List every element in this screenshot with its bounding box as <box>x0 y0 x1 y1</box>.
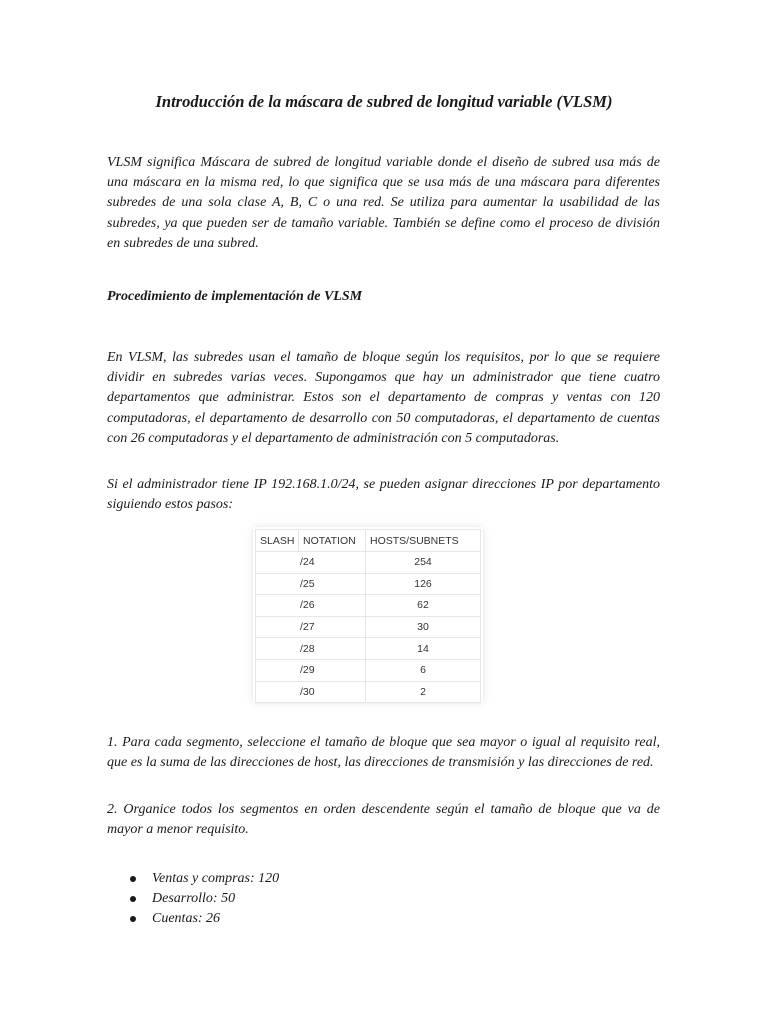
column-header-slash: SLASH <box>256 530 299 552</box>
list-item-text: Cuentas: 26 <box>152 911 221 926</box>
document-title: Introducción de la máscara de subred de longitud variable (VLSM) <box>155 92 613 111</box>
list-item <box>130 909 279 929</box>
table-header-row <box>256 530 481 552</box>
procedure-paragraph: En VLSM, las subredes usan el tamaño de bloque según los requisitos, por lo que se requiere dividir en subredes varias veces. Supongamos que hay un administrador que tiene cuatro departamentos que administrar. Estos son el departamento de compras y ventas con 120 computadoras, el departamento de desarrollo con 50 computadoras, el departamento de cuentas con 26 computadoras y el departamento de administración con 5 computadoras. <box>107 350 660 446</box>
step-1-paragraph: 1. Para cada segmento, seleccione el tamaño de bloque que sea mayor o igual al requisito real, que es la suma de las direcciones de host, las direcciones de transmisión y las direcciones de red. <box>107 735 660 771</box>
step-2-paragraph: 2. Organice todos los segmentos en orden descendente según el tamaño de bloque que va de mayor a menor requisito. <box>107 802 660 838</box>
notation-cell: /28 <box>256 638 366 660</box>
list-item <box>130 889 279 909</box>
notation-cell: /30 <box>256 681 366 703</box>
hosts-cell: 14 <box>366 638 481 660</box>
hosts-cell: 126 <box>366 573 481 595</box>
ip-assignment-paragraph: Si el administrador tiene IP 192.168.1.0/24, se pueden asignar direcciones IP por departamento siguiendo estos pasos: <box>107 477 660 513</box>
bullet-icon <box>130 896 136 902</box>
hosts-cell: 6 <box>366 659 481 681</box>
hosts-cell: 2 <box>366 681 481 703</box>
hosts-cell: 30 <box>366 616 481 638</box>
subnet-table-figure <box>253 527 483 703</box>
department-list <box>130 869 279 929</box>
list-item-text: Desarrollo: 50 <box>152 891 236 906</box>
list-item-text: Ventas y compras: 120 <box>152 871 280 886</box>
bullet-icon <box>130 876 136 882</box>
table-row <box>256 573 481 595</box>
section-heading: Procedimiento de implementación de VLSM <box>107 289 363 304</box>
table-row <box>256 681 481 703</box>
notation-cell: /25 <box>256 573 366 595</box>
table-row <box>256 595 481 617</box>
table-row <box>256 616 481 638</box>
hosts-cell: 254 <box>366 552 481 574</box>
intro-paragraph: VLSM significa Máscara de subred de longitud variable donde el diseño de subred usa más de una máscara en la misma red, lo que significa que se usa más de una máscara para diferentes subredes de una sola clase A, B, C o una red. Se utiliza para aumentar la usabilidad de las subredes, ya que pueden ser de tamaño variable. También se define como el proceso de división en subredes de una subred. <box>107 155 660 251</box>
notation-cell: /26 <box>256 595 366 617</box>
column-header-notation: NOTATION <box>299 530 366 552</box>
table-row <box>256 659 481 681</box>
column-header-hosts: HOSTS/SUBNETS <box>366 530 481 552</box>
bullet-icon <box>130 916 136 922</box>
hosts-cell: 62 <box>366 595 481 617</box>
list-item <box>130 869 279 889</box>
notation-cell: /24 <box>256 552 366 574</box>
subnet-table <box>255 529 481 703</box>
table-row <box>256 638 481 660</box>
table-row <box>256 552 481 574</box>
notation-cell: /27 <box>256 616 366 638</box>
notation-cell: /29 <box>256 659 366 681</box>
